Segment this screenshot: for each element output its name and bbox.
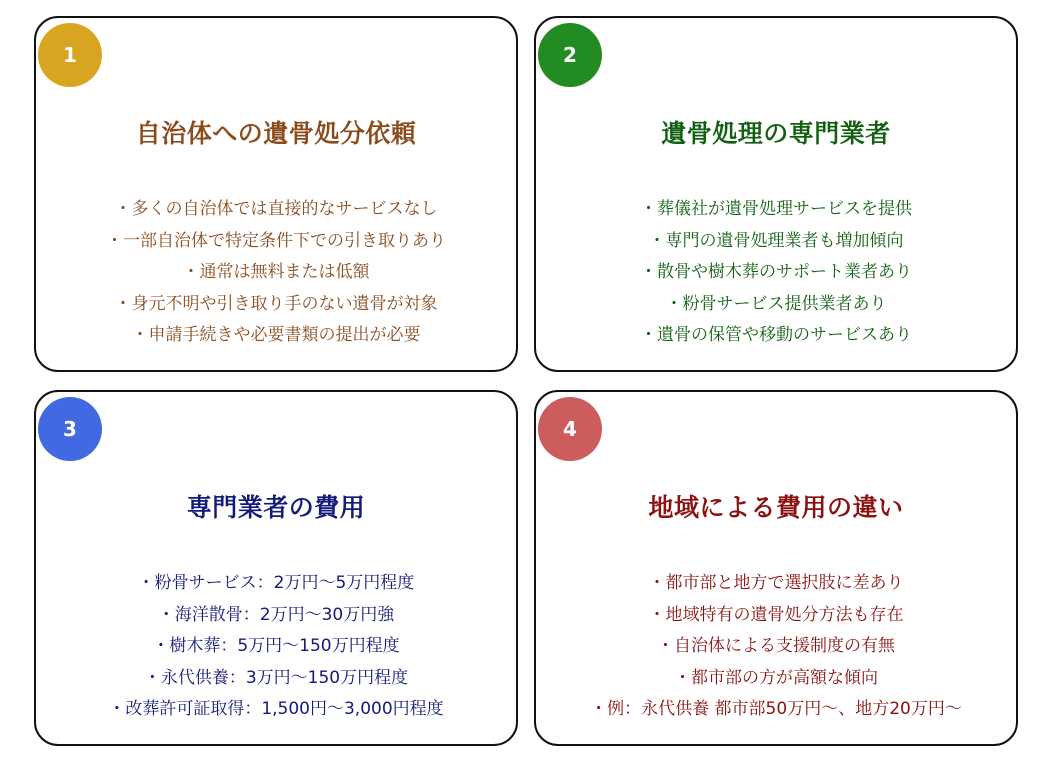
number-badge: 3 — [38, 397, 102, 461]
card-title: 自治体への遺骨処分依頼 — [135, 119, 417, 148]
list-item: ・自治体による支援制度の有無 — [657, 636, 895, 656]
list-item: ・海洋散骨：2万円〜30万円強 — [157, 604, 395, 625]
bullet-list — [36, 194, 516, 352]
list-item: ・申請手続きや必要書類の提出が必要 — [131, 325, 421, 345]
list-item: ・都市部の方が高額な傾向 — [674, 667, 878, 688]
card-specialist-vendors — [534, 16, 1018, 372]
number-badge: 4 — [538, 397, 602, 461]
list-item: ・地域特有の遺骨処分方法も存在 — [648, 604, 904, 625]
list-item: ・永代供養：3万円〜150万円程度 — [143, 667, 409, 688]
list-item: ・多くの自治体では直接的なサービスなし — [114, 199, 438, 219]
card-title: 地域による費用の違い — [648, 493, 904, 522]
card-vendor-costs — [34, 390, 518, 746]
list-item: ・葬儀社が遺骨処理サービスを提供 — [640, 199, 912, 219]
number-badge: 2 — [538, 23, 602, 87]
list-item: ・通常は無料または低額 — [182, 262, 370, 282]
card-municipal-request — [34, 16, 518, 372]
list-item: ・身元不明や引き取り手のない遺骨が対象 — [114, 293, 438, 314]
list-item: ・都市部と地方で選択肢に差あり — [648, 573, 904, 593]
list-item: ・改葬許可証取得：1,500円〜3,000円程度 — [108, 699, 444, 719]
bullet-list — [36, 568, 516, 726]
list-item: ・例：永代供養 都市部50万円〜、地方20万円〜 — [590, 699, 962, 719]
card-title: 遺骨処理の専門業者 — [661, 119, 891, 148]
list-item: ・粉骨サービス：2万円〜5万円程度 — [137, 573, 415, 593]
number-badge: 1 — [38, 23, 102, 87]
list-item: ・樹木葬：5万円〜150万円程度 — [152, 636, 400, 656]
list-item: ・粉骨サービス提供業者あり — [665, 293, 887, 314]
card-title: 専門業者の費用 — [186, 493, 366, 522]
bullet-list — [536, 194, 1016, 352]
list-item: ・専門の遺骨処理業者も増加傾向 — [648, 230, 904, 251]
card-regional-differences — [534, 390, 1018, 746]
list-item: ・遺骨の保管や移動のサービスあり — [640, 325, 912, 345]
list-item: ・散骨や樹木葬のサポート業者あり — [640, 262, 912, 282]
bullet-list — [536, 568, 1016, 726]
list-item: ・一部自治体で特定条件下での引き取りあり — [106, 230, 446, 251]
